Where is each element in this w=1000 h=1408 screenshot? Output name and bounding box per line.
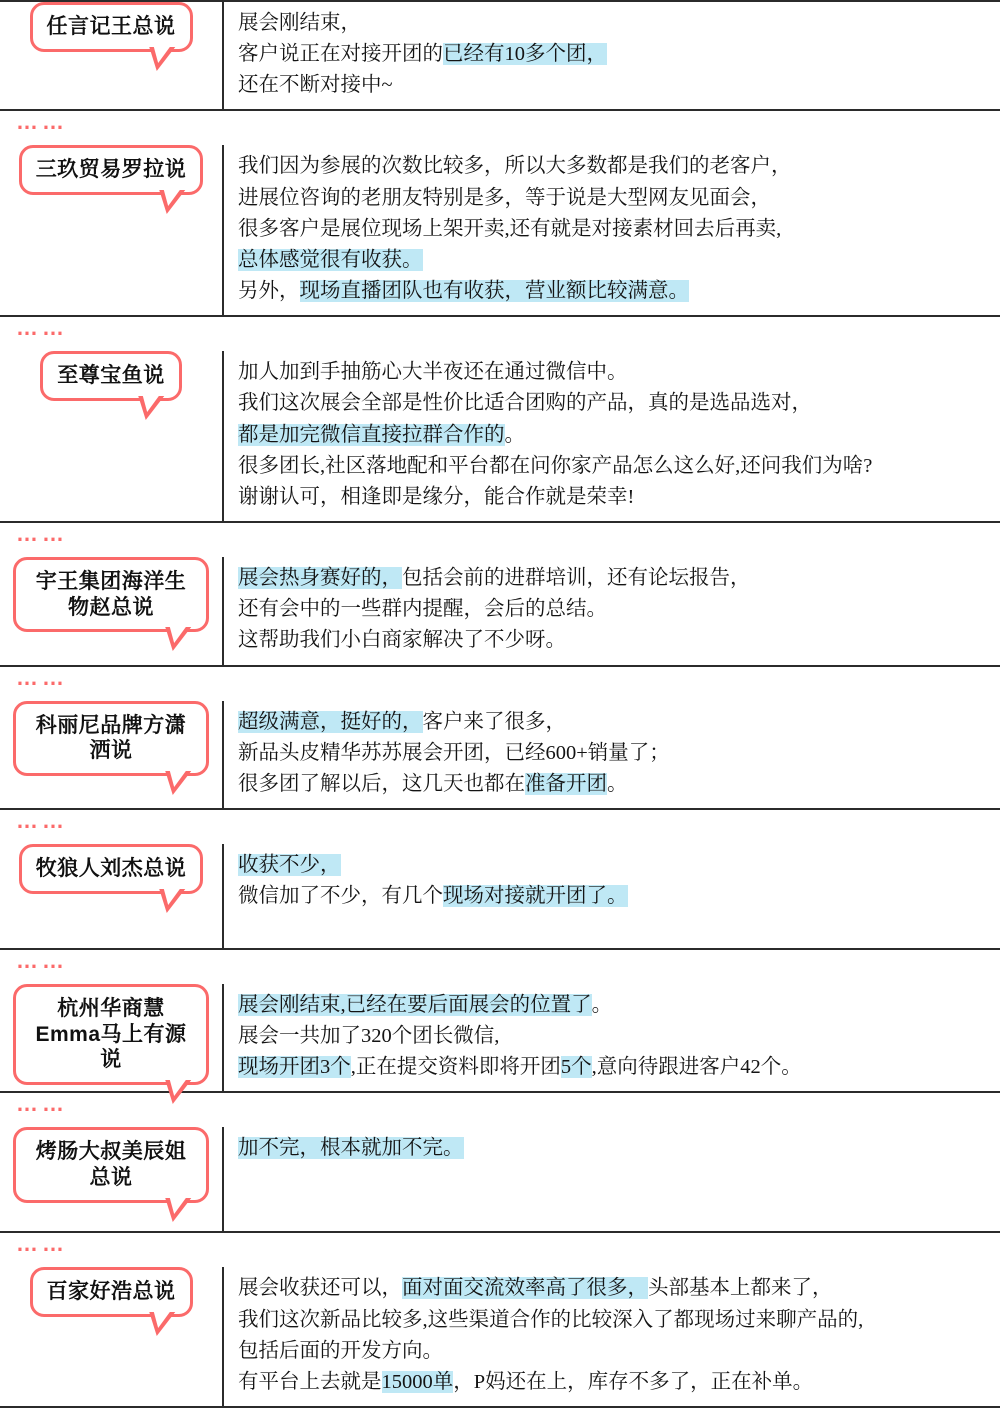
quote-line (238, 1021, 990, 1052)
plain-text: 另外， (238, 280, 300, 303)
quote-line (238, 625, 990, 656)
quote-line (238, 420, 990, 451)
speaker-bubble: 任言记王总说 (30, 2, 193, 52)
quote-cell (222, 557, 1000, 664)
highlighted-text: 展会热身赛好的， (238, 567, 402, 590)
quote-cell (222, 145, 1000, 315)
quote-line (238, 357, 990, 388)
quote-line (238, 388, 990, 419)
ellipsis-marker (0, 664, 1000, 701)
testimonial-row (0, 557, 1000, 664)
speaker-bubble: 百家好浩总说 (30, 1267, 193, 1317)
plain-text: 谢谢认可，相逢即是缘分，能合作就是荣幸! (238, 485, 635, 508)
testimonial-row (0, 351, 1000, 521)
testimonial-row (0, 984, 1000, 1091)
row-separator (0, 315, 1000, 351)
speaker-bubble: 牧狼人刘杰总说 (19, 844, 204, 894)
plain-text: 包括后面的开发方向。 (238, 1339, 443, 1362)
quote-line (238, 39, 990, 70)
ellipsis-text: …… (16, 947, 68, 973)
plain-text: 展会收获还可以， (238, 1277, 402, 1300)
testimonial-row (0, 701, 1000, 808)
testimonial-row (0, 145, 1000, 315)
highlighted-text: 5个 (560, 1056, 592, 1079)
quote-cell (222, 984, 1000, 1091)
quote-cell (222, 844, 1000, 948)
highlighted-text: 现场开团3个 (238, 1056, 351, 1079)
speaker-cell (0, 1127, 222, 1202)
highlighted-text: 都是加完微信直接拉群合作的 (238, 423, 505, 446)
quote-line (238, 594, 990, 625)
row-separator (0, 665, 1000, 701)
plain-text: ,正在提交资料即将开团 (350, 1056, 561, 1079)
plain-text: 还有会中的一些群内提醒，会后的总结。 (238, 598, 607, 621)
ellipsis-marker (0, 947, 1000, 984)
speaker-bubble: 烤肠大叔美辰姐总说 (13, 1127, 209, 1202)
plain-text: ，P妈还在上，库存不多了，正在补单。 (453, 1370, 814, 1393)
row-separator (0, 1231, 1000, 1267)
quote-line (238, 990, 990, 1021)
plain-text: 很多团长,社区落地配和平台都在问你家产品怎么这么好,还问我们为啥? (238, 454, 873, 477)
quote-line (238, 214, 990, 245)
quote-cell (222, 351, 1000, 521)
ellipsis-marker (0, 111, 1000, 145)
quote-line (238, 707, 990, 738)
plain-text: 新品头皮精华苏苏展会开团，已经600+销量了； (238, 741, 670, 764)
plain-text: 我们因为参展的次数比较多，所以大多数都是我们的老客户， (238, 155, 792, 178)
quote-line (238, 850, 990, 881)
speaker-cell (0, 2, 222, 52)
highlighted-text: 加不完，根本就加不完。 (238, 1137, 464, 1160)
plain-text: 还在不断对接中~ (238, 74, 393, 97)
ellipsis-text: …… (16, 664, 68, 690)
quote-line (238, 451, 990, 482)
highlighted-text: 展会刚结束,已经在要后面展会的位置了 (238, 993, 592, 1016)
plain-text: 加人加到手抽筋心大半夜还在通过微信中。 (238, 361, 628, 384)
quote-cell (222, 1127, 1000, 1231)
highlighted-text: 现场对接就开团了。 (443, 885, 628, 908)
quote-line (238, 1273, 990, 1304)
row-separator (0, 109, 1000, 145)
quote-line (238, 276, 990, 307)
highlighted-text: 准备开团 (525, 772, 607, 795)
row-separator (0, 1091, 1000, 1127)
quote-line (238, 738, 990, 769)
ellipsis-marker (0, 523, 1000, 557)
highlighted-text: 已经有10多个团， (443, 43, 607, 66)
quote-line (238, 769, 990, 800)
ellipsis-marker (0, 1233, 1000, 1267)
speaker-cell (0, 984, 222, 1085)
quote-line (238, 482, 990, 513)
entries-list (0, 2, 1000, 1408)
plain-text: 进展位咨询的老朋友特别是多，等于说是大型网友见面会， (238, 186, 771, 209)
quote-cell (222, 2, 1000, 109)
plain-text: 微信加了不少，有几个 (238, 885, 443, 908)
testimonial-row (0, 1127, 1000, 1231)
ellipsis-text: …… (16, 109, 68, 135)
speaker-cell (0, 351, 222, 401)
highlighted-text: 面对面交流效率高了很多， (402, 1277, 648, 1300)
row-separator (0, 808, 1000, 844)
speaker-cell (0, 844, 222, 894)
plain-text: 包括会前的进群培训，还有论坛报告， (402, 567, 751, 590)
speaker-cell (0, 145, 222, 195)
ellipsis-text: …… (16, 1231, 68, 1257)
plain-text: ,意向待跟进客户42个。 (591, 1056, 802, 1079)
ellipsis-text: …… (16, 1091, 68, 1117)
highlighted-text: 收获不少， (238, 853, 341, 876)
plain-text: 展会刚结束， (238, 12, 361, 34)
speaker-bubble: 宇王集团海洋生物赵总说 (13, 557, 209, 632)
quote-line (238, 151, 990, 182)
plain-text: 有平台上去就是 (238, 1370, 382, 1393)
speaker-bubble: 科丽尼品牌方潇洒说 (13, 701, 209, 776)
plain-text: 客户说正在对接开团的 (238, 43, 443, 66)
speaker-bubble: 杭州华商慧Emma马上有源说 (13, 984, 209, 1085)
speaker-cell (0, 701, 222, 776)
ellipsis-text: …… (16, 315, 68, 341)
quote-line (238, 183, 990, 214)
ellipsis-text: …… (16, 807, 68, 833)
testimonial-row (0, 844, 1000, 948)
plain-text: 。 (591, 993, 613, 1016)
quote-line (238, 1052, 990, 1083)
quote-line (238, 563, 990, 594)
speaker-cell (0, 557, 222, 632)
highlighted-text: 超级满意，挺好的， (238, 710, 423, 733)
highlighted-text: 15000单 (381, 1370, 454, 1393)
speaker-bubble: 至尊宝鱼说 (40, 351, 182, 401)
plain-text: 展会一共加了320个团长微信, (238, 1025, 500, 1048)
quote-line (238, 1367, 990, 1398)
quote-line (238, 245, 990, 276)
plain-text: 。 (504, 423, 525, 446)
quote-cell (222, 701, 1000, 808)
quote-line (238, 1133, 990, 1164)
quote-line (238, 881, 990, 912)
quote-cell (222, 1267, 1000, 1406)
ellipsis-text: …… (16, 521, 68, 547)
quote-line (238, 8, 990, 39)
quote-line (238, 1305, 990, 1336)
plain-text: 。 (607, 772, 628, 795)
plain-text: 很多客户是展位现场上架开卖,还有就是对接素材回去后再卖, (238, 217, 782, 240)
plain-text: 我们这次展会全部是性价比适合团购的产品，真的是选品选对， (238, 392, 812, 415)
plain-text: 很多团了解以后，这几天也都在 (238, 772, 525, 795)
plain-text: 这帮助我们小白商家解决了不少呀。 (238, 629, 566, 652)
plain-text: 我们这次新品比较多,这些渠道合作的比较深入了都现场过来聊产品的, (238, 1308, 864, 1331)
testimonial-row (0, 1267, 1000, 1406)
speaker-bubble: 三玖贸易罗拉说 (19, 145, 204, 195)
plain-text: 客户来了很多， (422, 710, 566, 733)
quote-line (238, 70, 990, 101)
ellipsis-marker (0, 317, 1000, 351)
ellipsis-marker (0, 807, 1000, 844)
quote-line (238, 1336, 990, 1367)
highlighted-text: 现场直播团队也有收获，营业额比较满意。 (299, 280, 689, 303)
speaker-cell (0, 1267, 222, 1317)
row-separator (0, 948, 1000, 984)
plain-text: 头部基本上都来了， (648, 1277, 833, 1300)
testimonial-row (0, 2, 1000, 109)
row-separator (0, 521, 1000, 557)
ellipsis-marker (0, 1093, 1000, 1127)
highlighted-text: 总体感觉很有收获。 (238, 248, 423, 271)
